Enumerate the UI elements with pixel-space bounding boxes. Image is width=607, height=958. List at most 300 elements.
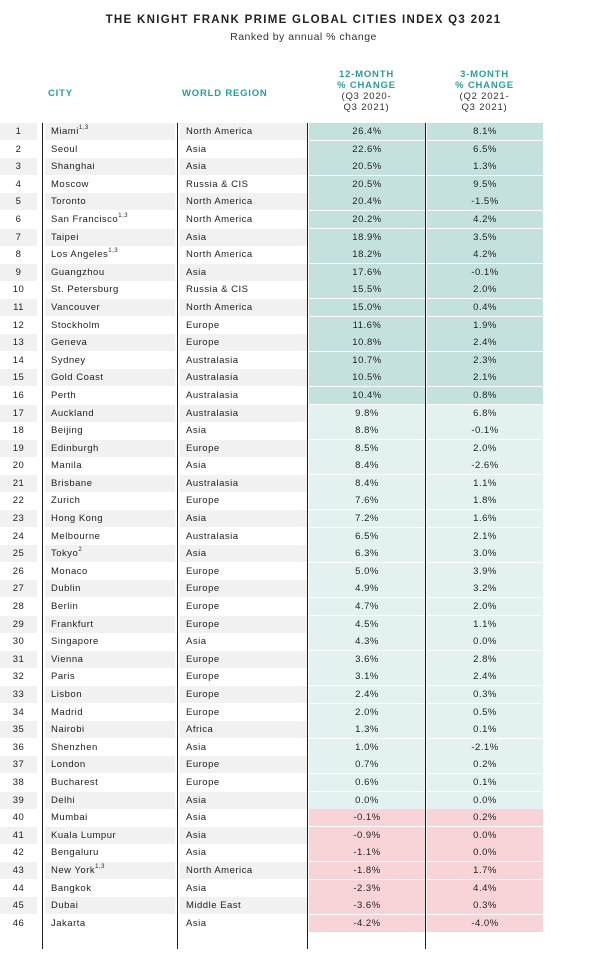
region-cell: Asia	[186, 741, 207, 753]
three-month-change-cell: 1.6%	[427, 510, 543, 527]
twelve-month-change-cell: -4.2%	[309, 915, 425, 932]
footnote-marker: 1,3	[95, 863, 105, 870]
three-month-change-cell: 6.5%	[427, 141, 543, 158]
footnote-marker: 2	[78, 547, 83, 554]
table-row	[0, 176, 607, 194]
region-cell: Europe	[180, 686, 307, 703]
header-3-month-line-2: % CHANGE	[455, 80, 514, 91]
three-month-change-cell: 0.0%	[427, 792, 543, 809]
table-row	[0, 457, 607, 475]
region-cell: Africa	[180, 721, 307, 738]
twelve-month-change-cell: 4.7%	[309, 598, 425, 615]
table-row	[0, 510, 607, 528]
city-cell: Auckland	[45, 405, 175, 422]
table-row	[0, 739, 607, 757]
rank-cell: 40	[12, 812, 25, 824]
three-month-change-cell: 1.7%	[427, 862, 543, 879]
city-cell: Bengaluru	[51, 847, 99, 859]
twelve-month-change-cell: 6.5%	[309, 528, 425, 545]
table-row	[0, 756, 607, 774]
city-cell: Bucharest	[51, 776, 99, 788]
header-3-month-period-line-2: Q3 2021)	[461, 102, 508, 113]
twelve-month-change-cell: 8.4%	[309, 457, 425, 474]
twelve-month-change-cell: 2.0%	[309, 704, 425, 721]
rank-cell: 43	[0, 862, 37, 879]
table-row	[0, 299, 607, 317]
city-cell: Mumbai	[51, 812, 88, 824]
header-12-month-line-1: 12-MONTH	[339, 69, 394, 80]
twelve-month-change-cell: 10.5%	[309, 369, 425, 386]
three-month-change-cell: 0.2%	[427, 809, 543, 826]
rank-cell: 4	[15, 178, 22, 190]
region-cell: Asia	[186, 425, 207, 437]
city-cell: Miami$^{1,3}$	[45, 123, 175, 140]
city-cell: Moscow	[51, 178, 89, 190]
rank-cell: 34	[12, 706, 25, 718]
region-cell: Russia & CIS	[186, 178, 249, 190]
rank-cell: 9	[0, 264, 37, 281]
footnote-marker: 1,3	[118, 212, 129, 219]
three-month-change-cell: 4.2%	[427, 211, 543, 228]
region-cell: North America	[180, 123, 307, 140]
three-month-change-cell: 1.9%	[427, 317, 543, 334]
city-cell: Geneva	[45, 334, 175, 351]
city-cell: Melbourne	[51, 530, 101, 542]
city-cell: Berlin	[51, 601, 79, 613]
rank-cell: 20	[12, 460, 25, 472]
rank-cell: 21	[0, 475, 37, 492]
region-cell: Europe	[180, 756, 307, 773]
table-row	[0, 880, 607, 898]
city-cell: Delhi	[45, 792, 175, 809]
city-cell: Monaco	[51, 565, 88, 577]
three-month-change-cell: 2.0%	[427, 281, 543, 298]
rank-cell: 39	[0, 792, 37, 809]
table-row	[0, 827, 607, 845]
rank-cell: 41	[0, 827, 37, 844]
column-header-12-month	[308, 69, 425, 113]
three-month-change-cell: 4.4%	[427, 880, 543, 897]
rank-cell: 45	[0, 897, 37, 914]
three-month-change-cell: 0.5%	[427, 704, 543, 721]
twelve-month-change-cell: -1.1%	[309, 844, 425, 861]
city-cell: Edinburgh	[45, 440, 175, 457]
table-row	[0, 281, 607, 299]
rank-cell: 31	[0, 651, 37, 668]
region-cell: North America	[180, 193, 307, 210]
three-month-change-cell: 0.0%	[427, 633, 543, 650]
rank-cell: 8	[15, 249, 22, 261]
rank-cell: 44	[12, 882, 25, 894]
region-cell: Asia	[180, 510, 307, 527]
three-month-change-cell: -4.0%	[427, 915, 543, 932]
rank-cell: 11	[0, 299, 37, 316]
three-month-change-cell: 4.2%	[427, 246, 543, 263]
city-cell: Manila	[51, 460, 82, 472]
three-month-change-cell: 0.4%	[427, 299, 543, 316]
twelve-month-change-cell: 0.0%	[309, 792, 425, 809]
column-header-3-month	[426, 69, 543, 113]
region-cell: Australasia	[180, 369, 307, 386]
twelve-month-change-cell: -0.9%	[309, 827, 425, 844]
header-12-month-period-line-2: Q3 2021)	[343, 102, 390, 113]
rank-cell: 26	[12, 565, 25, 577]
twelve-month-change-cell: 0.6%	[309, 774, 425, 791]
city-cell: New York$^{1,3}$	[45, 862, 175, 879]
rank-cell: 23	[0, 510, 37, 527]
region-cell: Asia	[186, 636, 207, 648]
city-cell: Lisbon	[45, 686, 175, 703]
region-cell: North America	[180, 299, 307, 316]
twelve-month-change-cell: 22.6%	[309, 141, 425, 158]
header-12-month-period-line-1: (Q3 2020-	[341, 91, 392, 102]
three-month-change-cell: 2.4%	[427, 334, 543, 351]
region-cell: Europe	[186, 671, 220, 683]
region-cell: Asia	[180, 158, 307, 175]
city-cell: Los Angeles$^{1,3}$	[51, 248, 119, 261]
region-cell: Asia	[186, 460, 207, 472]
region-cell: Asia	[186, 917, 207, 929]
three-month-change-cell: 0.1%	[427, 774, 543, 791]
city-cell: Perth	[51, 389, 77, 401]
twelve-month-change-cell: -2.3%	[309, 880, 425, 897]
rank-cell: 36	[12, 741, 25, 753]
rank-cell: 18	[12, 425, 25, 437]
twelve-month-change-cell: 20.5%	[309, 158, 425, 175]
region-cell: Europe	[186, 565, 220, 577]
header-12-month-line-2: % CHANGE	[337, 80, 396, 91]
city-cell: Dublin	[45, 580, 175, 597]
table-row	[0, 844, 607, 862]
region-cell: Australasia	[180, 475, 307, 492]
city-cell: London	[45, 756, 175, 773]
table-row	[0, 211, 607, 229]
three-month-change-cell: 0.0%	[427, 844, 543, 861]
header-3-month-line-1: 3-MONTH	[460, 69, 509, 80]
table-row	[0, 809, 607, 827]
region-cell: Europe	[186, 495, 220, 507]
table-row	[0, 193, 607, 211]
twelve-month-change-cell: 4.9%	[309, 580, 425, 597]
rank-cell: 5	[0, 193, 37, 210]
region-cell: Australasia	[186, 354, 239, 366]
table-row	[0, 246, 607, 264]
rank-cell: 19	[0, 440, 37, 457]
twelve-month-change-cell: 15.0%	[309, 299, 425, 316]
twelve-month-change-cell: 4.5%	[309, 616, 425, 633]
twelve-month-change-cell: 18.2%	[309, 246, 425, 263]
city-cell: Vancouver	[45, 299, 175, 316]
rank-cell: 28	[12, 601, 25, 613]
table-row	[0, 352, 607, 370]
rank-cell: 6	[15, 213, 22, 225]
twelve-month-change-cell: 8.8%	[309, 422, 425, 439]
three-month-change-cell: 2.0%	[427, 598, 543, 615]
table-row	[0, 897, 607, 915]
twelve-month-change-cell: 8.4%	[309, 475, 425, 492]
region-cell: North America	[186, 213, 253, 225]
column-divider	[425, 123, 426, 949]
region-cell: Australasia	[186, 530, 239, 542]
region-cell: Asia	[186, 143, 207, 155]
city-cell: Dubai	[45, 897, 175, 914]
table-row	[0, 686, 607, 704]
rank-cell: 1	[0, 123, 37, 140]
twelve-month-change-cell: 5.0%	[309, 563, 425, 580]
three-month-change-cell: 1.8%	[427, 492, 543, 509]
city-cell: Taipei	[45, 229, 175, 246]
twelve-month-change-cell: 8.5%	[309, 440, 425, 457]
twelve-month-change-cell: 10.4%	[309, 387, 425, 404]
column-header-city: CITY	[48, 88, 73, 99]
three-month-change-cell: 0.3%	[427, 897, 543, 914]
twelve-month-change-cell: 3.1%	[309, 668, 425, 685]
table-row	[0, 422, 607, 440]
rank-cell: 25	[0, 545, 37, 562]
three-month-change-cell: 3.0%	[427, 545, 543, 562]
region-cell: Asia	[186, 882, 207, 894]
city-cell: Seoul	[51, 143, 78, 155]
region-cell: North America	[180, 862, 307, 879]
table-row	[0, 862, 607, 880]
city-cell: Bangkok	[51, 882, 92, 894]
rank-cell: 3	[0, 158, 37, 175]
table-row	[0, 334, 607, 352]
three-month-change-cell: 9.5%	[427, 176, 543, 193]
table-row	[0, 668, 607, 686]
twelve-month-change-cell: 3.6%	[309, 651, 425, 668]
city-cell: San Francisco$^{1,3}$	[51, 212, 129, 225]
city-cell: Brisbane	[45, 475, 175, 492]
region-cell: Asia	[180, 264, 307, 281]
three-month-change-cell: 1.1%	[427, 475, 543, 492]
page-subtitle: Ranked by annual % change	[230, 31, 377, 43]
region-cell: Europe	[180, 440, 307, 457]
city-cell: Vienna	[45, 651, 175, 668]
rank-cell: 29	[0, 616, 37, 633]
twelve-month-change-cell: 7.2%	[309, 510, 425, 527]
table-row	[0, 264, 607, 282]
rank-cell: 35	[0, 721, 37, 738]
rank-cell: 30	[12, 636, 25, 648]
rank-cell: 12	[12, 319, 25, 331]
table-row	[0, 774, 607, 792]
city-cell: Madrid	[51, 706, 84, 718]
twelve-month-change-cell: 26.4%	[309, 123, 425, 140]
city-cell: Tokyo$^2$	[45, 545, 175, 562]
city-cell: Frankfurt	[45, 616, 175, 633]
region-cell: Europe	[186, 319, 220, 331]
twelve-month-change-cell: 4.3%	[309, 633, 425, 650]
rank-cell: 13	[0, 334, 37, 351]
rank-cell: 38	[12, 776, 25, 788]
table-row	[0, 229, 607, 247]
twelve-month-change-cell: -0.1%	[309, 809, 425, 826]
twelve-month-change-cell: 15.5%	[309, 281, 425, 298]
region-cell: Asia	[180, 545, 307, 562]
table-row	[0, 440, 607, 458]
three-month-change-cell: 2.8%	[427, 651, 543, 668]
twelve-month-change-cell: 9.8%	[309, 405, 425, 422]
city-cell: Jakarta	[51, 917, 86, 929]
table-row	[0, 704, 607, 722]
city-cell: Paris	[51, 671, 76, 683]
twelve-month-change-cell: -1.8%	[309, 862, 425, 879]
region-cell: Russia & CIS	[186, 284, 249, 296]
city-cell: Nairobi	[45, 721, 175, 738]
footnote-marker: 1,3	[108, 248, 119, 255]
column-divider	[307, 123, 308, 949]
table-row	[0, 651, 607, 669]
three-month-change-cell: 2.4%	[427, 668, 543, 685]
three-month-change-cell: 1.1%	[427, 616, 543, 633]
three-month-change-cell: 6.8%	[427, 405, 543, 422]
rank-cell: 15	[0, 369, 37, 386]
table-row	[0, 792, 607, 810]
three-month-change-cell: 1.3%	[427, 158, 543, 175]
twelve-month-change-cell: 10.7%	[309, 352, 425, 369]
table-row	[0, 563, 607, 581]
city-cell: Stockholm	[51, 319, 100, 331]
twelve-month-change-cell: 7.6%	[309, 492, 425, 509]
three-month-change-cell: 2.1%	[427, 528, 543, 545]
table-row	[0, 580, 607, 598]
region-cell: North America	[186, 249, 253, 261]
table-row	[0, 528, 607, 546]
twelve-month-change-cell: 1.3%	[309, 721, 425, 738]
twelve-month-change-cell: 20.2%	[309, 211, 425, 228]
twelve-month-change-cell: 20.5%	[309, 176, 425, 193]
rank-cell: 22	[12, 495, 25, 507]
region-cell: Europe	[180, 334, 307, 351]
table-row	[0, 141, 607, 159]
three-month-change-cell: -1.5%	[427, 193, 543, 210]
region-cell: Australasia	[186, 389, 239, 401]
table-row	[0, 158, 607, 176]
rank-cell: 32	[12, 671, 25, 683]
rank-cell: 24	[12, 530, 25, 542]
three-month-change-cell: 3.9%	[427, 563, 543, 580]
twelve-month-change-cell: -3.6%	[309, 897, 425, 914]
three-month-change-cell: 8.1%	[427, 123, 543, 140]
twelve-month-change-cell: 17.6%	[309, 264, 425, 281]
index-table	[0, 123, 607, 932]
region-cell: Asia	[186, 847, 207, 859]
three-month-change-cell: 2.3%	[427, 352, 543, 369]
column-header-region: WORLD REGION	[182, 88, 268, 99]
rank-cell: 42	[12, 847, 25, 859]
three-month-change-cell: 2.1%	[427, 369, 543, 386]
three-month-change-cell: 0.1%	[427, 721, 543, 738]
table-row	[0, 123, 607, 141]
three-month-change-cell: -2.1%	[427, 739, 543, 756]
city-cell: Zurich	[51, 495, 81, 507]
twelve-month-change-cell: 0.7%	[309, 756, 425, 773]
region-cell: Asia	[180, 827, 307, 844]
city-cell: Hong Kong	[45, 510, 175, 527]
three-month-change-cell: 0.8%	[427, 387, 543, 404]
city-cell: Toronto	[45, 193, 175, 210]
city-cell: Beijing	[51, 425, 84, 437]
table-row	[0, 317, 607, 335]
table-row	[0, 405, 607, 423]
region-cell: Middle East	[180, 897, 307, 914]
footnote-marker: 1,3	[78, 125, 89, 131]
region-cell: Asia	[180, 792, 307, 809]
rank-cell: 14	[12, 354, 25, 366]
three-month-change-cell: 0.0%	[427, 827, 543, 844]
page-title: THE KNIGHT FRANK PRIME GLOBAL CITIES INDEX Q3 2021	[105, 14, 502, 26]
header-3-month-period-line-1: (Q2 2021-	[459, 91, 510, 102]
column-divider	[177, 123, 178, 949]
rank-cell: 46	[12, 917, 25, 929]
table-row	[0, 633, 607, 651]
city-cell: Gold Coast	[45, 369, 175, 386]
city-cell: Shenzhen	[51, 741, 98, 753]
three-month-change-cell: -0.1%	[427, 264, 543, 281]
three-month-change-cell: -2.6%	[427, 457, 543, 474]
rank-cell: 16	[12, 389, 25, 401]
table-row	[0, 475, 607, 493]
three-month-change-cell: 3.5%	[427, 229, 543, 246]
rank-cell: 33	[0, 686, 37, 703]
region-cell: Europe	[186, 601, 220, 613]
three-month-change-cell: 0.2%	[427, 756, 543, 773]
table-row	[0, 545, 607, 563]
city-cell: Kuala Lumpur	[45, 827, 175, 844]
table-row	[0, 598, 607, 616]
region-cell: Europe	[186, 706, 220, 718]
city-cell: St. Petersburg	[51, 284, 119, 296]
three-month-change-cell: 0.3%	[427, 686, 543, 703]
rank-cell: 2	[15, 143, 22, 155]
twelve-month-change-cell: 20.4%	[309, 193, 425, 210]
twelve-month-change-cell: 6.3%	[309, 545, 425, 562]
rank-cell: 7	[0, 229, 37, 246]
table-row	[0, 721, 607, 739]
twelve-month-change-cell: 18.9%	[309, 229, 425, 246]
region-cell: Asia	[186, 812, 207, 824]
region-cell: Europe	[186, 776, 220, 788]
twelve-month-change-cell: 1.0%	[309, 739, 425, 756]
table-row	[0, 387, 607, 405]
rank-cell: 10	[12, 284, 25, 296]
three-month-change-cell: 2.0%	[427, 440, 543, 457]
region-cell: Europe	[180, 616, 307, 633]
region-cell: Australasia	[180, 405, 307, 422]
city-cell: Shanghai	[45, 158, 175, 175]
rank-cell: 27	[0, 580, 37, 597]
twelve-month-change-cell: 11.6%	[309, 317, 425, 334]
rank-cell: 17	[0, 405, 37, 422]
table-row	[0, 616, 607, 634]
twelve-month-change-cell: 2.4%	[309, 686, 425, 703]
table-row	[0, 369, 607, 387]
three-month-change-cell: 3.2%	[427, 580, 543, 597]
table-row	[0, 492, 607, 510]
twelve-month-change-cell: 10.8%	[309, 334, 425, 351]
region-cell: Europe	[180, 651, 307, 668]
table-row	[0, 915, 607, 932]
city-cell: Sydney	[51, 354, 86, 366]
city-cell: Guangzhou	[45, 264, 175, 281]
rank-cell: 37	[0, 756, 37, 773]
column-divider	[42, 123, 43, 949]
city-cell: Singapore	[51, 636, 99, 648]
region-cell: Asia	[180, 229, 307, 246]
region-cell: Europe	[180, 580, 307, 597]
three-month-change-cell: -0.1%	[427, 422, 543, 439]
